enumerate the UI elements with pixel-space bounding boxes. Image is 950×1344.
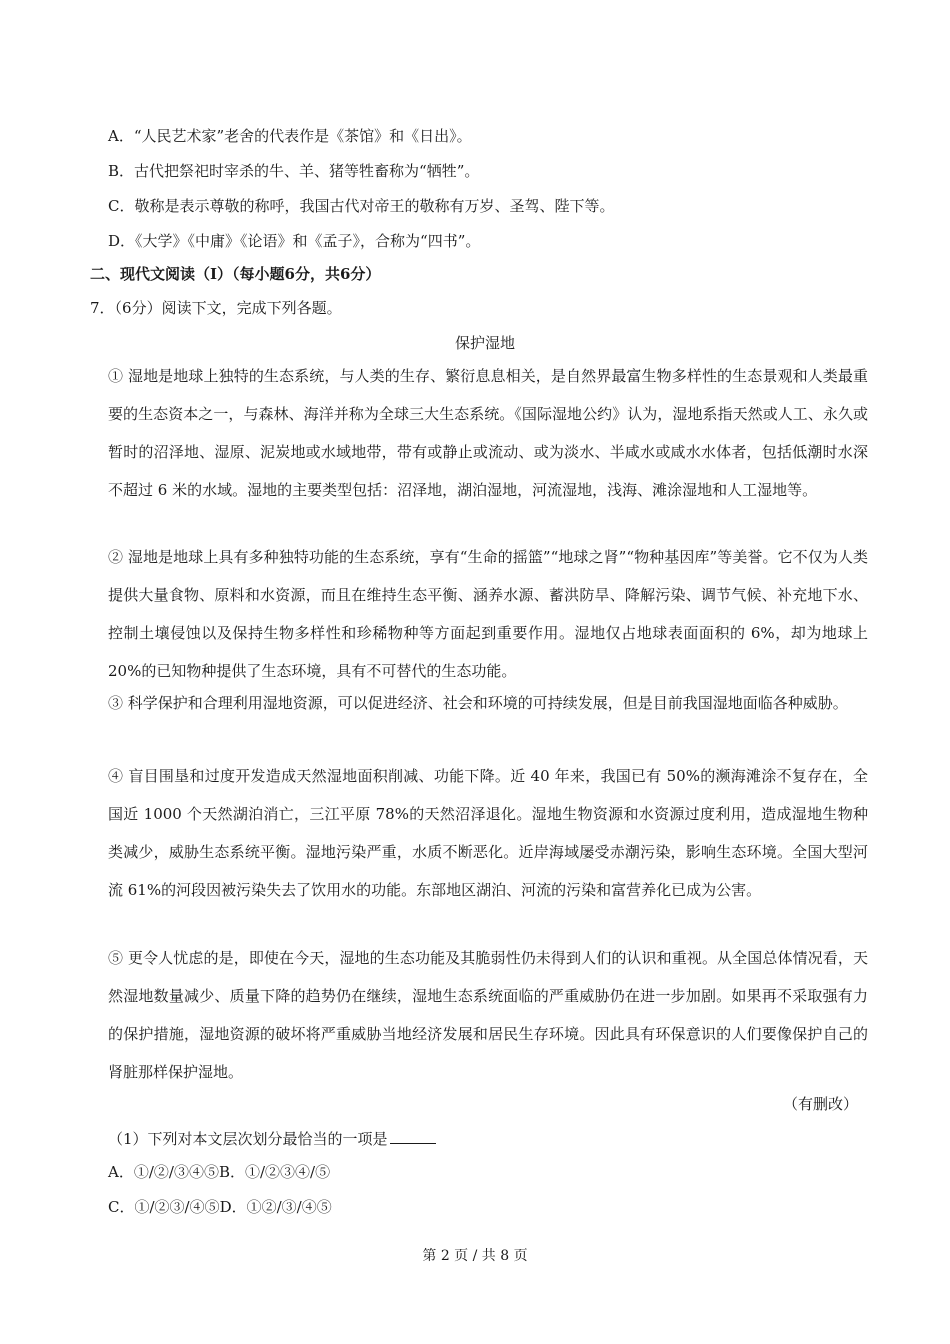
- article-paragraph-4: ④ 盲目围垦和过度开发造成天然湿地面积削减、功能下降。近 40 年来，我国已有 50%的濒海滩涂不复存在，全国近 1000 个天然湖泊消亡，三江平原 78%的天然沼泽退化。湿地生物资源和水资源过度利用，造成湿地生物种类减少，威胁生态系统平衡。湿地污染严重，水质不断恶化。近岸海域屡受赤潮污染，影响生态环境。全国大型河流 61%的河段因被污染失去了饮用水的功能。东部地区湖泊、河流的污染和富营养化已成为公害。: [108, 767, 868, 900]
- prev-option-c: C．敬称是表示尊敬的称呼，我国古代对帝王的敬称有万岁、圣驾、陛下等。: [108, 197, 615, 215]
- answer-blank[interactable]: [390, 1127, 436, 1144]
- sub-question-1: [108, 1127, 436, 1149]
- sub-question-1-options-cd: C．①/②③/④⑤D．①②/③/④⑤: [108, 1198, 332, 1216]
- article-paragraph-3: ③ 科学保护和合理利用湿地资源，可以促进经济、社会和环境的可持续发展，但是目前我国湿地面临各种威胁。: [108, 694, 848, 712]
- question-7: 7．（6分）阅读下文，完成下列各题。: [90, 299, 342, 317]
- prev-option-b: B．古代把祭祀时宰杀的牛、羊、猪等牲畜称为“牺牲”。: [108, 162, 480, 180]
- prev-option-a: A．“人民艺术家”老舍的代表作是《茶馆》和《日出》。: [108, 127, 472, 145]
- page-footer: 第 2 页 / 共 8 页: [422, 1248, 528, 1264]
- sub-question-1-stem: （1）下列对本文层次划分最恰当的一项是: [108, 1130, 388, 1148]
- sub-question-1-options-ab: A．①/②/③④⑤B．①/②③④/⑤: [108, 1163, 331, 1181]
- prev-option-d: D．《大学》《中庸》《论语》和《孟子》，合称为“四书”。: [108, 232, 481, 250]
- article-paragraph-5: ⑤ 更令人忧虑的是，即使在今天，湿地的生态功能及其脆弱性仍未得到人们的认识和重视。从全国总体情况看，天然湿地数量减少、质量下降的趋势仍在继续，湿地生态系统面临的严重威胁仍在进一步加剧。如果再不采取强有力的保护措施，湿地资源的破坏将严重威胁当地经济发展和居民生存环境。因此具有环保意识的人们要像保护自己的肾脏那样保护湿地。: [108, 949, 868, 1082]
- article-paragraph-1: ① 湿地是地球上独特的生态系统，与人类的生存、繁衍息息相关，是自然界最富生物多样性的生态景观和人类最重要的生态资本之一，与森林、海洋并称为全球三大生态系统。《国际湿地公约》认为，湿地系指天然或人工、永久或暂时的沼泽地、湿原、泥炭地或水域地带，带有或静止或流动、或为淡水、半咸水或咸水水体者，包括低潮时水深不超过 6 米的水域。湿地的主要类型包括：沼泽地，湖泊湿地，河流湿地，浅海、滩涂湿地和人工湿地等。: [108, 367, 868, 500]
- article-paragraph-2: ② 湿地是地球上具有多种独特功能的生态系统，享有“生命的摇篮”“地球之肾”“物种基因库”等美誉。它不仅为人类提供大量食物、原料和水资源，而且在维持生态平衡、涵养水源、蓄洪防旱、降解污染、调节气候、补充地下水、控制土壤侵蚀以及保持生物多样性和珍稀物种等方面起到重要作用。湿地仅占地球表面面积的 6%，却为地球上 20%的已知物种提供了生态环境，具有不可替代的生态功能。: [108, 548, 868, 681]
- source-note: （有删改）: [782, 1095, 858, 1113]
- section-heading: 二、现代文阅读（I）（每小题6分，共6分）: [90, 265, 381, 283]
- article-title: 保护湿地: [454, 334, 515, 352]
